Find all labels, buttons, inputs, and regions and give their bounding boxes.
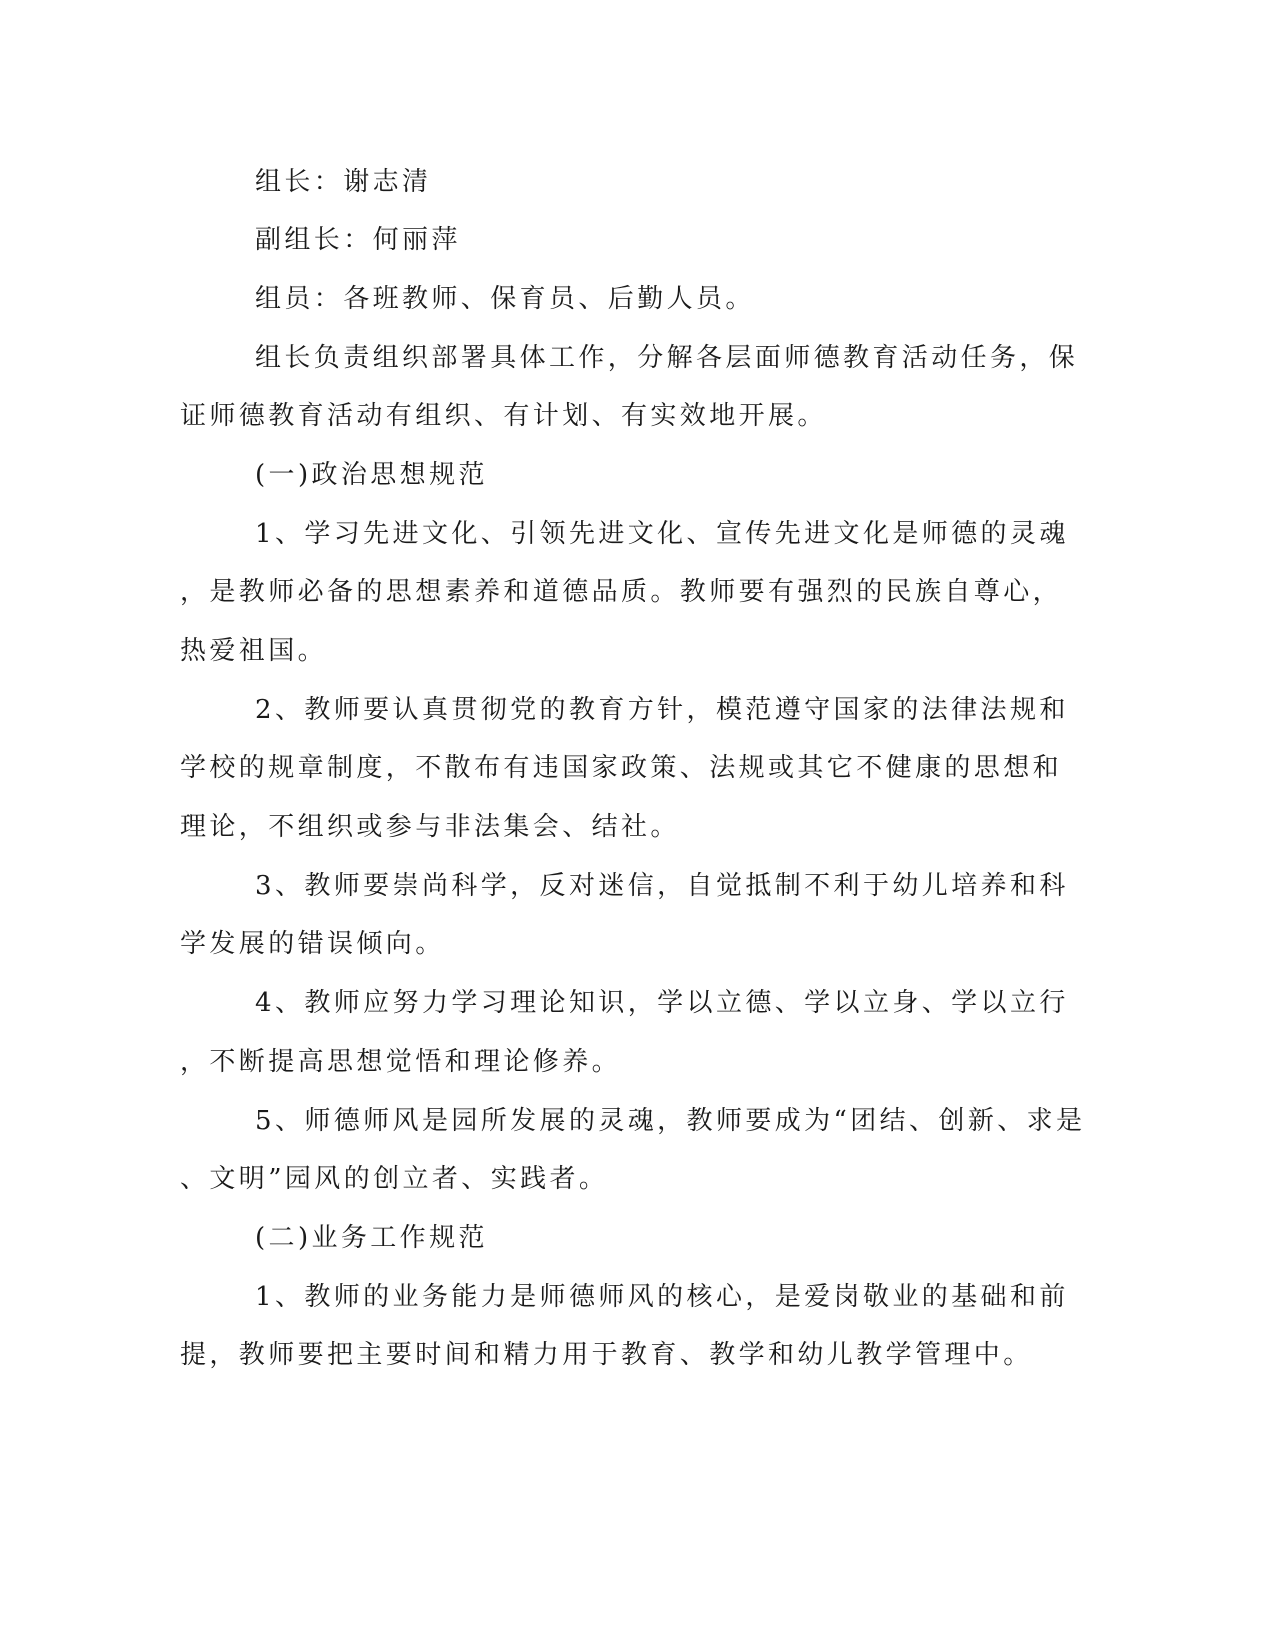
text-line: 3、教师要崇尚科学，反对迷信，自觉抵制不利于幼儿培养和科 — [255, 871, 1069, 901]
text-line: ，是教师必备的思想素养和道德品质。教师要有强烈的民族自尊心， — [180, 577, 1063, 607]
text-line: 理论，不组织或参与非法集会、结社。 — [180, 812, 680, 842]
text-line: 1、教师的业务能力是师德师风的核心，是爱岗敬业的基础和前 — [255, 1282, 1069, 1312]
text-line: 副组长：何丽萍 — [255, 225, 461, 255]
section-heading: (二)业务工作规范 — [255, 1223, 488, 1253]
text-line: 学校的规章制度，不散布有违国家政策、法规或其它不健康的思想和 — [180, 753, 1063, 783]
text-line: 热爱祖国。 — [180, 636, 328, 666]
text-line: 4、教师应努力学习理论知识，学以立德、学以立身、学以立行 — [255, 988, 1069, 1018]
text-line: 学发展的错误倾向。 — [180, 929, 445, 959]
text-line: 、文明”园风的创立者、实践者。 — [180, 1164, 609, 1194]
text-line: 组长：谢志清 — [255, 167, 432, 197]
section-heading: (一)政治思想规范 — [255, 460, 488, 490]
text-line: 5、师德师风是园所发展的灵魂，教师要成为“团结、创新、求是 — [255, 1106, 1086, 1136]
text-line: 组员：各班教师、保育员、后勤人员。 — [255, 284, 755, 314]
text-line: 提，教师要把主要时间和精力用于教育、教学和幼儿教学管理中。 — [180, 1340, 1033, 1370]
text-line: 1、学习先进文化、引领先进文化、宣传先进文化是师德的灵魂 — [255, 519, 1069, 549]
text-line: 证师德教育活动有组织、有计划、有实效地开展。 — [180, 401, 827, 431]
text-line: 组长负责组织部署具体工作，分解各层面师德教育活动任务，保 — [255, 343, 1079, 373]
text-line: ，不断提高思想觉悟和理论修养。 — [180, 1047, 622, 1077]
text-line: 2、教师要认真贯彻党的教育方针，模范遵守国家的法律法规和 — [255, 695, 1069, 725]
